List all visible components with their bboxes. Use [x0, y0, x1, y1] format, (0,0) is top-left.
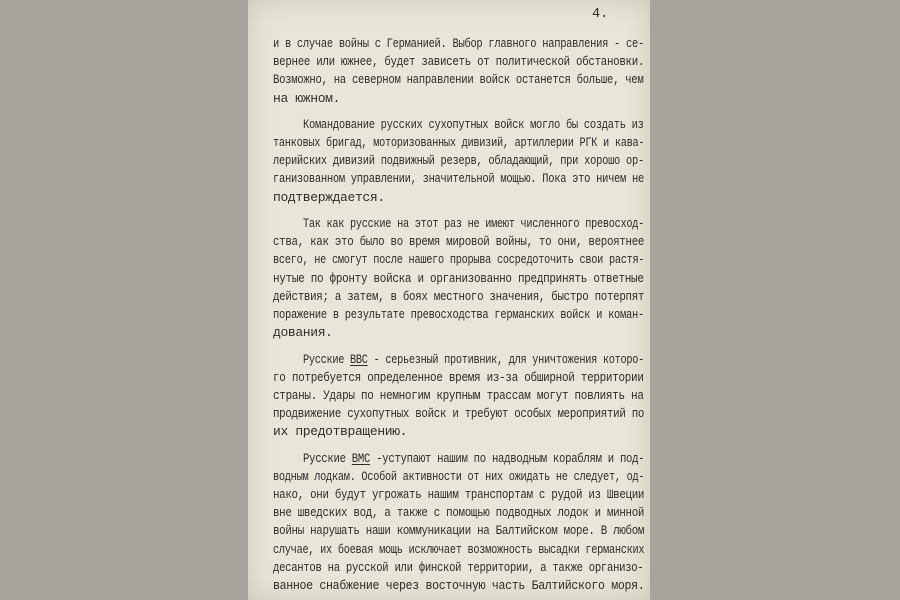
- text-line: ганизованном управлении, значительной мощью. Пока это ничем не: [273, 171, 644, 186]
- underlined-term: ВВС: [350, 352, 368, 367]
- text-line: их предотвращению.: [273, 424, 408, 439]
- document-page: [248, 0, 650, 600]
- text-line: вне шведских вод, а также с помощью подводных лодок и минной: [273, 505, 645, 520]
- paragraph-first-line: Так как русские на этот раз не имеют численного превосход-: [303, 216, 644, 231]
- text-line: ства, как это было во время мировой войны, то они, вероятнее: [273, 234, 645, 249]
- text-line: поражение в результате превосходства германских войск и коман-: [273, 307, 644, 322]
- text-line: вернее или южнее, будет зависеть от политической обстановки.: [273, 54, 645, 69]
- text-line: нако, они будут угрожать нашим транспортам с рудой из Швеции: [273, 487, 645, 502]
- underlined-term: ВМС: [351, 451, 371, 466]
- text-line: войны нарушать наши коммуникации на Балтийском море. В любом: [273, 523, 645, 538]
- text-line: действия; а затем, в боях местного значения, быстро потерпят: [273, 289, 645, 304]
- text-line: и в случае войны с Германией. Выбор главного направления - се-: [273, 36, 644, 51]
- text-line: подтверждается.: [273, 190, 385, 205]
- text-line: ванное снабжение через восточную часть Балтийского моря.: [273, 578, 645, 593]
- text-line: Возможно, на северном направлении войск останется больше, чем: [273, 72, 644, 87]
- text-line: лерийских дивизий подвижный резерв, обладающий, при хорошо ор-: [273, 153, 644, 168]
- text-line: всего, не смогут после нашего прорыва сосредоточить свои растя-: [273, 252, 645, 267]
- page-number: 4.: [592, 7, 609, 22]
- text-line: го потребуется определенное время из-за обширной территории: [273, 370, 644, 385]
- text-line: на южном.: [273, 91, 341, 106]
- paragraph-first-line: Русские ВМС -уступают нашим по надводным кораблям и под-: [303, 451, 645, 466]
- paragraph-first-line: Русские ВВС - серьезный противник, для уничтожения которо-: [303, 352, 645, 367]
- text-line: десантов на русской или финской территории, а также организо-: [273, 560, 644, 575]
- paragraph-first-line: Командование русских сухопутных войск могло бы создать из: [303, 117, 644, 132]
- text-line: продвижение сухопутных войск и требуют особых мероприятий по: [273, 406, 645, 421]
- text-line: дования.: [273, 325, 333, 340]
- text-line: нутые по фронту войска и организованно предпринять ответные: [273, 271, 644, 286]
- text-line: водным лодкам. Особой активности от них ожидать не следует, од-: [273, 469, 645, 484]
- text-line: страны. Удары по немногим крупным трассам могут повлиять на: [273, 388, 644, 403]
- text-line: танковых бригад, моторизованных дивизий, артиллерии РГК и кава-: [273, 135, 645, 150]
- text-line: случае, их боевая мощь исключает возможность высадки германских: [273, 542, 645, 557]
